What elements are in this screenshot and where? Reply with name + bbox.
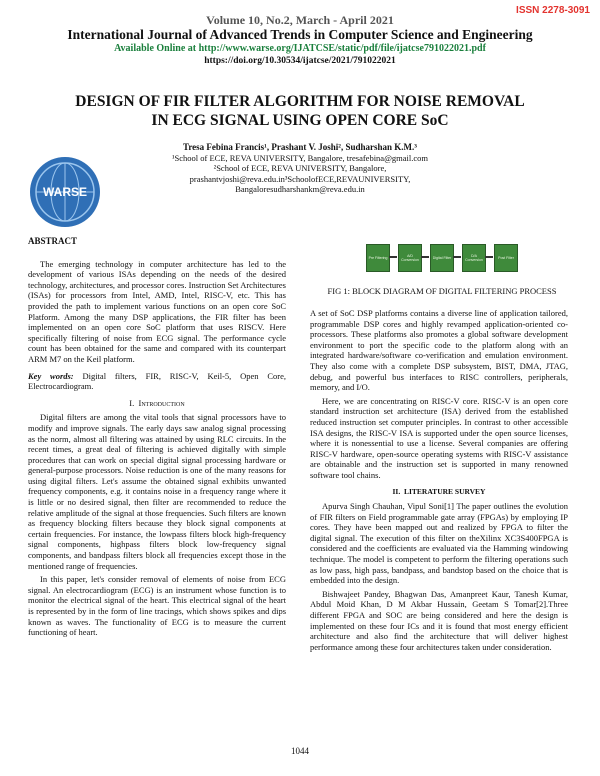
intro-paragraph-2: In this paper, let's consider removal of elements of noise from ECG signal. An electrocardiogram (ECG) is an instrument whose function is to monitor the electrical signal of the heart. This electrical signal of the heart is represented by in the form of line tracings, which shows spikes and dips known as waves. The functionality of ECG is to measure the current functioning of heart. <box>28 574 286 638</box>
section-title: Introduction <box>138 397 185 408</box>
warse-logo-icon <box>28 155 102 229</box>
section-title: LITERATURE SURVEY <box>403 486 486 496</box>
keywords <box>28 371 286 392</box>
paper-title-line-1: DESIGN OF FIR FILTER ALGORITHM FOR NOISE REMOVAL <box>75 93 525 110</box>
intro-paragraph-1: Digital filters are among the vital tools that signal processors have to modify and improve signals. The early days saw analog signal processing as the norm, almost all filtering was attained by using RLC circuits. In the recent times, a great deal of filtering is achieved digitally with simple procedures that can work on special digital signal processing hardware or general-purpose processors. Noise reduction is one of the many reasons for using digital filters. Let's assume the obtained signal exhibits unwanted frequency components, e.g. it contains noise in a frequency range where it is little or no desired signal, then filter are recommended to reduce the relative amplitude of the signal at those frequencies. Such filters are known as frequency blocking filters because they block signal components at certain frequencies. For instance, the lowpass filters block high-frequency signal components, highpass filters block low-frequency signal components, and bandpass filters block all frequencies except those in the mentioned range of frequencies. <box>28 412 286 571</box>
block-diagram <box>362 238 527 274</box>
authors-block <box>110 142 490 195</box>
volume-line: Volume 10, No.2, March - April 2021 <box>206 13 394 27</box>
block-post-filter: Post Filter <box>494 244 518 272</box>
block-pre-filtering: Pre Filtering <box>366 244 390 272</box>
right-paragraph-1: A set of SoC DSP platforms contains a diverse line of application tailored, programmable DSP cores and highly revamped application-oriented co-processors. These platforms also promotes a global software development environment to port the specific code to the platform along with an integrated hardware/software co-verification and emulation environment. They also come with a complete DSP subsystem, BIST, DMA, JTAG, debug, and powerful bus interfaces to RISC controllers, peripherals, memory, and I/O. <box>310 308 568 393</box>
right-column <box>310 308 568 655</box>
arrow-1 <box>389 256 397 258</box>
logo-text: WARSE <box>42 185 88 199</box>
right-paragraph-2: Here, we are concentrating on RISC-V core. RISC-V is an open core standard instruction set architecture (ISA) derived from the established reduced instruction set computer principles. In contrast to other accessible ISA designs, the RISC-V ISA is supported under the open source licenses, where it is nonessential to use a license. Several companies are offering RISC-V hardware, open-source operating systems with RISC-V assistance are obtainable and the instruction set is supported in many renowned software tool chains. <box>310 395 568 480</box>
section-literature-heading <box>310 487 568 498</box>
available-online-link[interactable]: Available Online at http://www.warse.org/IJATCSE/static/pdf/file/ijatcse791022021.pdf <box>114 43 486 54</box>
section-number: I. <box>129 397 135 408</box>
affiliation-3: prashantvjoshi@reva.edu.in³SchoolofECE,REVAUNIVERSITY, <box>189 173 411 184</box>
doi-link[interactable]: https://doi.org/10.30534/ijatcse/2021/791022021 <box>204 56 396 66</box>
affiliation-2: ²School of ECE, REVA UNIVERSITY, Bangalore, <box>213 163 387 173</box>
abstract-heading: ABSTRACT <box>28 236 78 246</box>
left-column <box>28 236 286 641</box>
section-introduction-heading <box>28 398 286 409</box>
paper-title-line-2: IN ECG SIGNAL USING OPEN CORE SoC <box>151 112 449 129</box>
section-number: II. <box>392 486 401 496</box>
arrow-3 <box>453 256 461 258</box>
block-digital-filter: Digital Filter <box>430 244 454 272</box>
journal-title: International Journal of Advanced Trends in Computer Science and Engineering <box>67 27 533 42</box>
keywords-label: Key words: <box>28 370 74 381</box>
figure-caption: FIG 1: BLOCK DIAGRAM OF DIGITAL FILTERING PROCESS <box>327 286 557 296</box>
block-da-conversion: D/A Conversion <box>462 244 486 272</box>
arrow-2 <box>421 256 429 258</box>
arrow-4 <box>485 256 493 258</box>
author-names: Tresa Febina Francis¹, Prashant V. Joshi², Sudharshan K.M.³ <box>183 142 417 152</box>
issn-label: ISSN 2278-3091 <box>516 5 590 16</box>
abstract-text: The emerging technology in computer architecture has led to the development of various ISAs depending on the needs of the desired technology, architectures, and processor cores. Instruction Set Architectures (ISAs) for processors from Intel, AMD, Intel, RISC-V, etc. This has provided the path to implement various functions on an open core SoC Platform. Among the many DSP applications, the FIR filter has been implemented on an open core SoC platform that uses RISCV. Here specifically filtering of noise from ECG signal. The performance cycle count has been obtained for the same and compared with its counterpart ARM M7 on the Keil platform. <box>28 258 286 364</box>
page-number: 1044 <box>291 746 309 756</box>
affiliation-4: Bangaloresudharshankm@reva.edu.in <box>235 184 365 194</box>
affiliation-1: ¹School of ECE, REVA UNIVERSITY, Bangalore, tresafebina@gmail.com <box>171 152 429 163</box>
paper-title <box>70 92 530 130</box>
literature-paragraph-1: Apurva Singh Chauhan, Vipul Soni[1] The paper outlines the evolution of FIR filters on Field programmable gate array (FPGAs) by employing IP cores. They have been mapped out and realized by FPGA to filter the digital signal. The execution of this filter on theXilinx XC3S400FPGA is considered and the coefficients are evaluated via the Hamming windowing technique. The model is competent to perform the filtering operations such as low pass, high pass, bandpass, and bandstop based on the choice that is embedded into the design. <box>310 501 568 586</box>
literature-paragraph-2: Bishwajeet Pandey, Bhagwan Das, Amanpreet Kaur, Tanesh Kumar, Abdul Moid Khan, D M Akbar Hussain, Geetam S Tomar[2].Three different FPGA and SOC are being considered and here the design is implemented on these four ICs and it is found that most energy efficient architecture and also find the architecture that will deliver highest performance among these four architectures taken under consideration. <box>310 588 568 652</box>
block-ad-conversion: A/D Conversion <box>398 244 422 272</box>
keywords-text: Digital filters, FIR, RISC-V, Keil-5, Open Core, Electrocardiogram. <box>28 370 286 392</box>
